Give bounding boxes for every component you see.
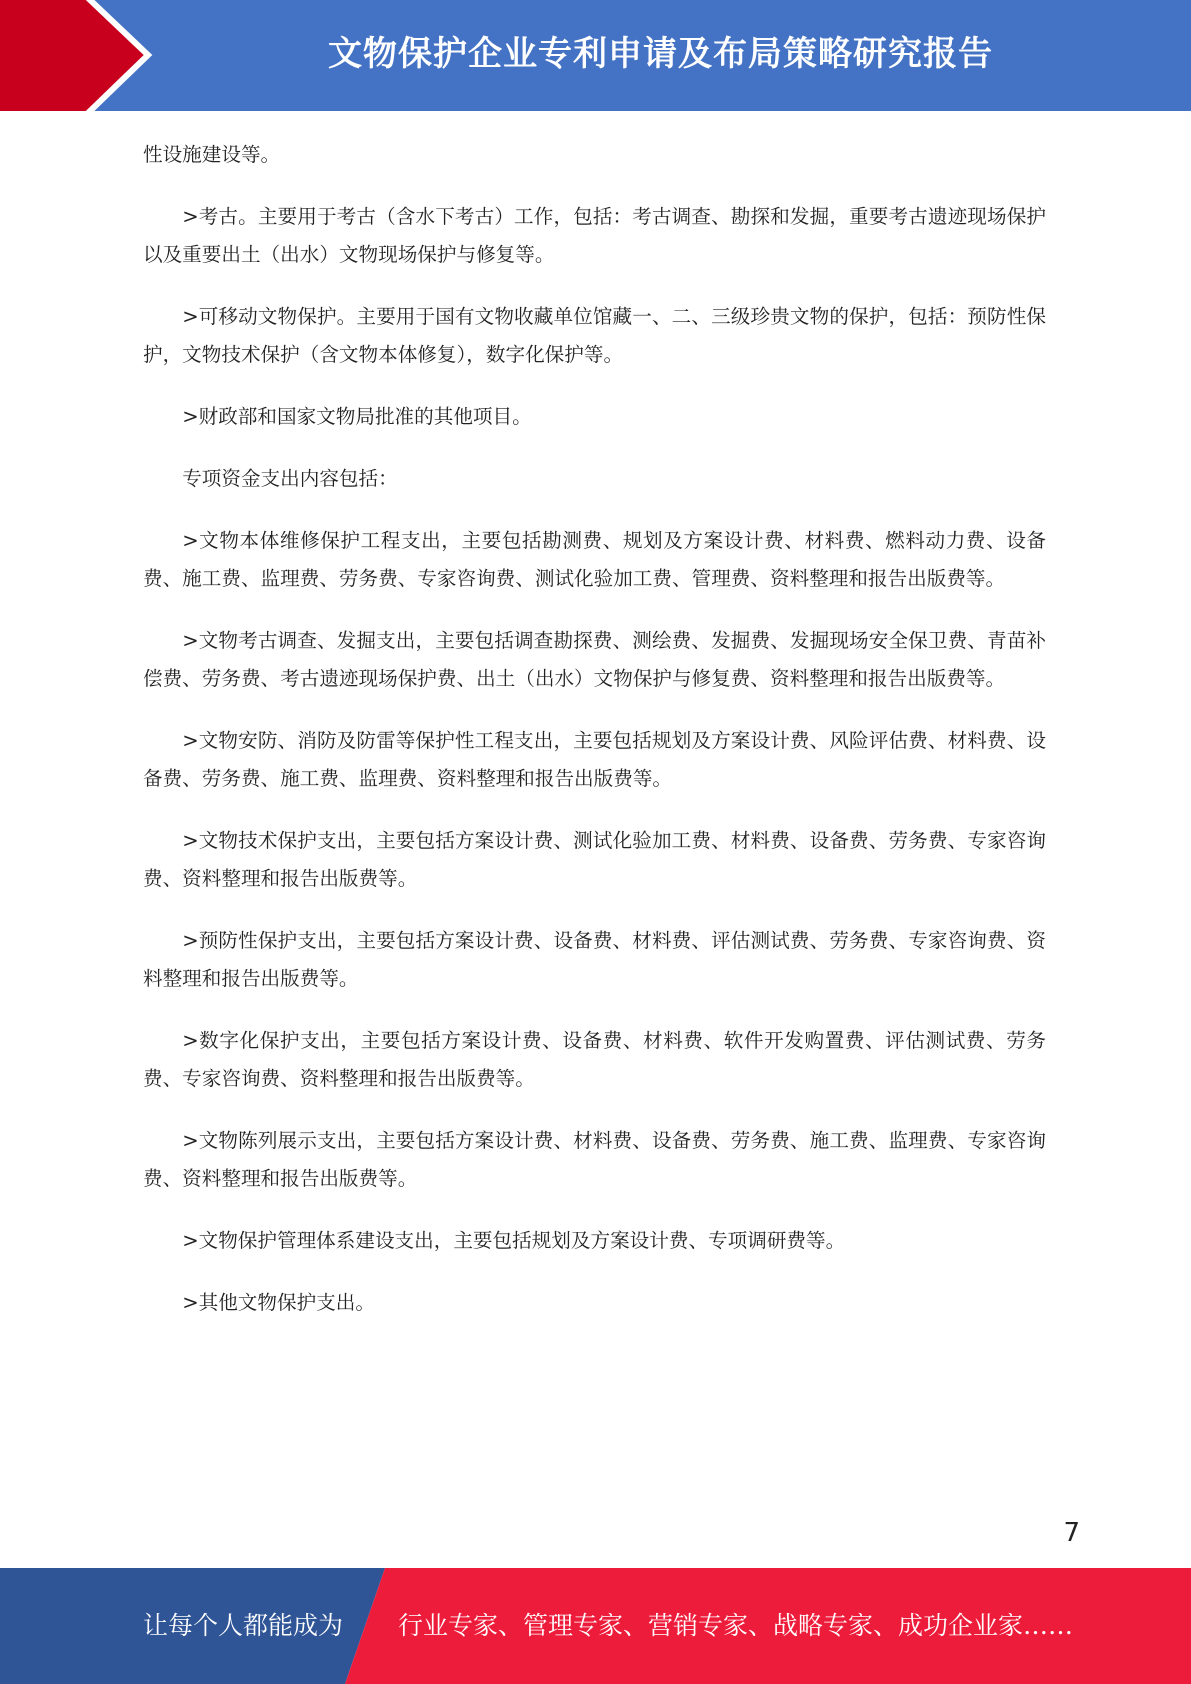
paragraph: >文物考古调查、发掘支出，主要包括调查勘探费、测绘费、发掘费、发掘现场安全保卫费、青苗补偿费、劳务费、考古遗迹现场保护费、出土（出水）文物保护与修复费、资料整理和报告出版费等。 bbox=[143, 629, 1046, 690]
paragraph: >其他文物保护支出。 bbox=[182, 1291, 375, 1314]
page-number: 7 bbox=[1063, 1518, 1080, 1548]
paragraph: >文物本体维修保护工程支出，主要包括勘测费、规划及方案设计费、材料费、燃料动力费、设备费、施工费、监理费、劳务费、专家咨询费、测试化验加工费、管理费、资料整理和报告出版费等。 bbox=[143, 529, 1046, 590]
paragraph: >文物保护管理体系建设支出，主要包括规划及方案设计费、专项调研费等。 bbox=[182, 1229, 846, 1252]
paragraph: >文物技术保护支出，主要包括方案设计费、测试化验加工费、材料费、设备费、劳务费、专家咨询费、资料整理和报告出版费等。 bbox=[143, 829, 1046, 890]
page-footer bbox=[0, 1568, 1191, 1684]
footer-slogan-roles: 行业专家、管理专家、营销专家、战略专家、成功企业家…… bbox=[398, 1611, 1074, 1640]
paragraph: 专项资金支出内容包括： bbox=[182, 467, 398, 490]
paragraph: >文物陈列展示支出，主要包括方案设计费、材料费、设备费、劳务费、施工费、监理费、专家咨询费、资料整理和报告出版费等。 bbox=[143, 1129, 1046, 1190]
page-header bbox=[0, 0, 1191, 111]
chevron-red-shape bbox=[0, 0, 148, 111]
header-chevron-icon bbox=[0, 0, 160, 111]
paragraph: >预防性保护支出，主要包括方案设计费、设备费、材料费、评估测试费、劳务费、专家咨询费、资料整理和报告出版费等。 bbox=[143, 929, 1046, 990]
document-title: 文物保护企业专利申请及布局策略研究报告 bbox=[328, 34, 993, 74]
paragraph: >财政部和国家文物局批准的其他项目。 bbox=[182, 405, 532, 428]
footer-slogan-lead: 让每个人都能成为 bbox=[143, 1611, 344, 1640]
paragraph: >考古。主要用于考古（含水下考古）工作，包括：考古调查、勘探和发掘，重要考古遗迹现场保护以及重要出土（出水）文物现场保护与修复等。 bbox=[143, 205, 1046, 266]
paragraph: 性设施建设等。 bbox=[143, 143, 281, 166]
paragraph: >可移动文物保护。主要用于国有文物收藏单位馆藏一、二、三级珍贵文物的保护，包括：预防性保护，文物技术保护（含文物本体修复），数字化保护等。 bbox=[143, 305, 1046, 366]
paragraph: >文物安防、消防及防雷等保护性工程支出，主要包括规划及方案设计费、风险评估费、材料费、设备费、劳务费、施工费、监理费、资料整理和报告出版费等。 bbox=[143, 729, 1046, 790]
body-text bbox=[143, 136, 1046, 1346]
paragraph: >数字化保护支出，主要包括方案设计费、设备费、材料费、软件开发购置费、评估测试费、劳务费、专家咨询费、资料整理和报告出版费等。 bbox=[143, 1029, 1046, 1090]
